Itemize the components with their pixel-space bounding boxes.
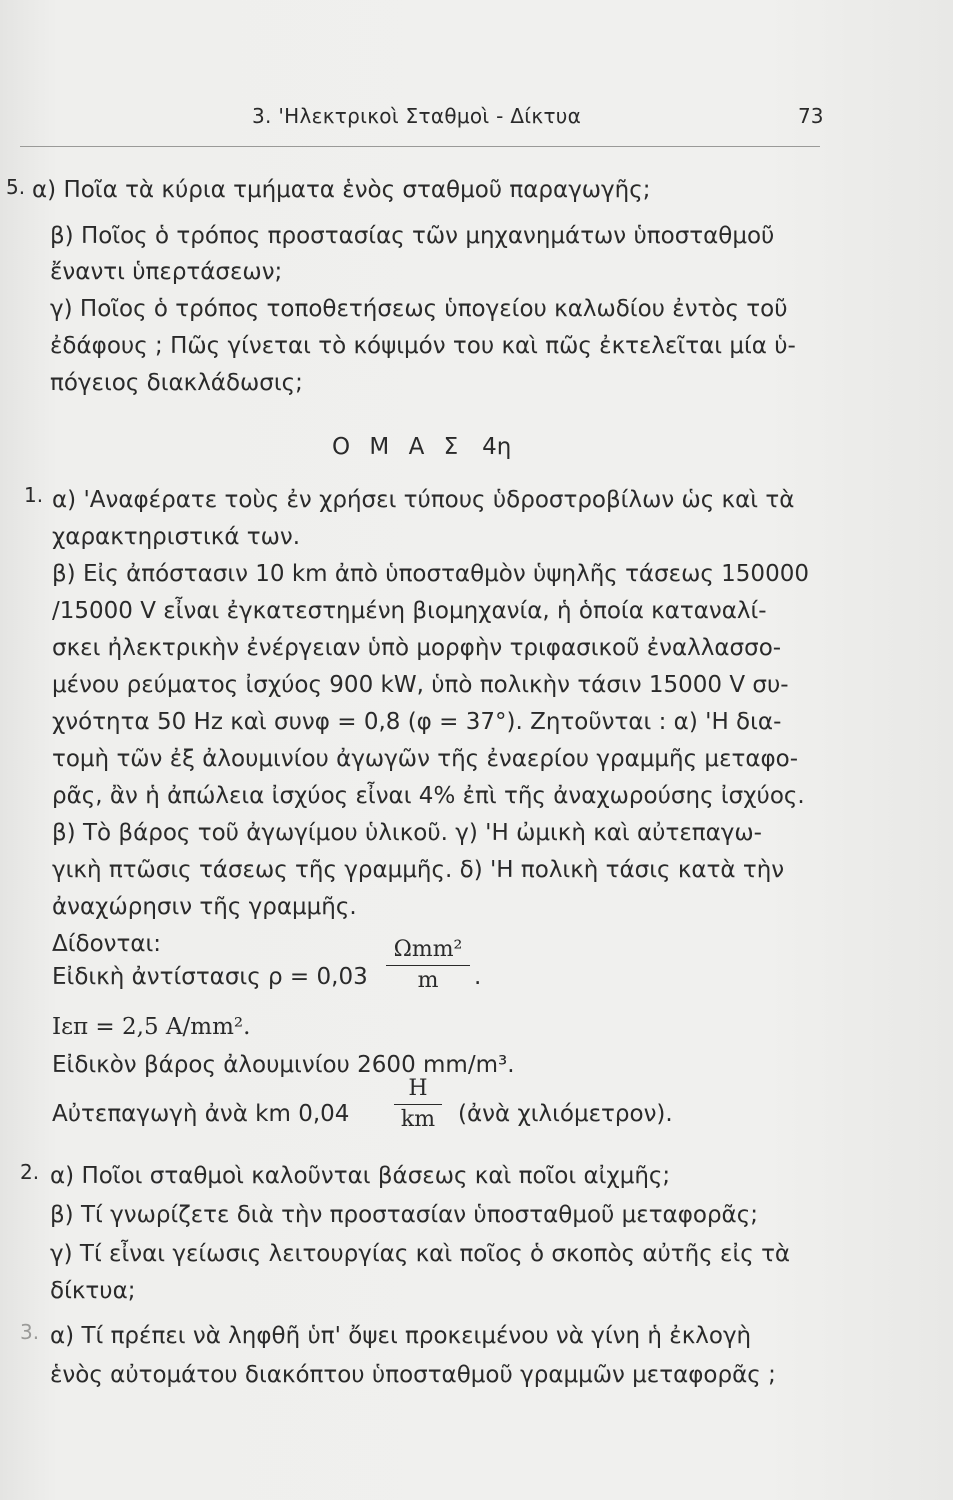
text-line: χαρακτηριστικά των. bbox=[52, 524, 301, 550]
text-line: β) Τὸ βάρος τοῦ ἀγωγίμου ὑλικοῦ. γ) 'Η ὠμικὴ καὶ αὐτεπαγω- bbox=[52, 820, 762, 846]
text-line: β) Τί γνωρίζετε διὰ τὴν προστασίαν ὑποσταθμοῦ μεταφορᾶς; bbox=[50, 1202, 758, 1228]
section-heading bbox=[332, 434, 511, 460]
text-line: α) Ποῖα τὰ κύρια τμήματα ἑνὸς σταθμοῦ παραγωγῆς; bbox=[32, 177, 651, 203]
section-suffix: 4η bbox=[482, 434, 512, 460]
fraction-numerator: Ωmm² bbox=[393, 937, 463, 962]
text-line: γικὴ πτῶσις τάσεως τῆς γραμμῆς. δ) 'Η πολικὴ τάσις κατὰ τὴν bbox=[52, 857, 785, 883]
text-line: /15000 V εἶναι ἐγκατεστημένη βιομηχανία, ἡ ὁποία καταναλί- bbox=[52, 598, 767, 624]
text-line: β) Ποῖος ὁ τρόπος προστασίας τῶν μηχανημάτων ὑποσταθμοῦ bbox=[50, 223, 775, 249]
specific-weight: Εἰδικὸν βάρος ἀλουμινίου 2600 mm/m³. bbox=[52, 1052, 515, 1078]
question-number: 3. bbox=[20, 1320, 40, 1344]
inductance-fraction bbox=[394, 1076, 442, 1132]
resistivity-label: Εἰδικὴ ἀντίστασις ρ = 0,03 bbox=[52, 964, 368, 990]
current-density: Iεπ = 2,5 A/mm². bbox=[52, 1014, 251, 1040]
text-line: α) Ποῖοι σταθμοὶ καλοῦνται βάσεως καὶ ποῖοι αἰχμῆς; bbox=[50, 1163, 671, 1189]
page-header bbox=[0, 104, 953, 144]
text-line: ρᾶς, ἂν ἡ ἀπώλεια ἰσχύος εἶναι 4% ἐπὶ τῆς ἀναχωρούσης ἰσχύος. bbox=[52, 783, 805, 809]
section-title: Ο Μ Α Σ bbox=[332, 434, 465, 460]
resistivity-end: . bbox=[474, 964, 482, 990]
text-line: β) Εἰς ἀπόστασιν 10 km ἀπὸ ὑποσταθμὸν ὑψηλῆς τάσεως 150000 bbox=[52, 561, 809, 587]
text-line: τομὴ τῶν ἐξ ἀλουμινίου ἀγωγῶν τῆς ἐναερίου γραμμῆς μεταφο- bbox=[52, 746, 799, 772]
text-line: γ) Ποῖος ὁ τρόπος τοποθετήσεως ὑπογείου καλωδίου ἐντὸς τοῦ bbox=[50, 296, 788, 322]
text-line: α) 'Αναφέρατε τοὺς ἐν χρήσει τύπους ὑδροστροβίλων ὡς καὶ τὰ bbox=[52, 487, 795, 513]
fraction-denominator: m bbox=[417, 968, 439, 993]
text-line: πόγειος διακλάδωσις; bbox=[50, 370, 303, 396]
question-number: 5. bbox=[6, 175, 26, 199]
text-line: χνότητα 50 Hz καὶ συνφ = 0,8 (φ = 37°). Ζητοῦνται : α) 'Η δια- bbox=[52, 709, 782, 735]
text-line: γ) Τί εἶναι γείωσις λειτουργίας καὶ ποῖος ὁ σκοπὸς αὐτῆς εἰς τὰ bbox=[50, 1241, 791, 1267]
inductance-note: (ἀνὰ χιλιόμετρον). bbox=[458, 1101, 673, 1127]
text-line: ἔναντι ὑπερτάσεων; bbox=[50, 259, 283, 285]
fraction-bar bbox=[394, 1104, 442, 1105]
text-line: μένου ρεύματος ἰσχύος 900 kW, ὑπὸ πολικὴν τάσιν 15000 V συ- bbox=[52, 672, 789, 698]
page-number: 73 bbox=[798, 104, 824, 128]
inductance-label: Αὐτεπαγωγὴ ἀνὰ km 0,04 bbox=[52, 1101, 350, 1127]
question-number: 1. bbox=[24, 483, 44, 507]
fraction-denominator: km bbox=[400, 1107, 436, 1132]
text-line: σκει ἠλεκτρικὴν ἐνέργειαν ὑπὸ μορφὴν τριφασικοῦ ἐναλλασσο- bbox=[52, 635, 782, 661]
text-line: ἀναχώρησιν τῆς γραμμῆς. bbox=[52, 894, 357, 920]
header-rule bbox=[20, 146, 820, 147]
text-line: Δίδονται: bbox=[52, 931, 162, 957]
text-line: α) Τί πρέπει νὰ ληφθῆ ὑπ' ὄψει προκειμένου νὰ γίνη ἡ ἐκλογὴ bbox=[50, 1323, 752, 1349]
resistivity-fraction bbox=[386, 937, 470, 993]
fraction-numerator: H bbox=[408, 1076, 428, 1101]
text-line: δίκτυα; bbox=[50, 1278, 136, 1304]
running-head: 3. 'Ηλεκτρικοὶ Σταθμοὶ - Δίκτυα bbox=[252, 104, 582, 128]
text-line: ἐδάφους ; Πῶς γίνεται τὸ κόψιμόν του καὶ πῶς ἐκτελεῖται μία ὑ- bbox=[50, 333, 796, 359]
fraction-bar bbox=[386, 965, 470, 966]
question-number: 2. bbox=[20, 1160, 40, 1184]
text-line: ἑνὸς αὐτομάτου διακόπτου ὑποσταθμοῦ γραμμῶν μεταφορᾶς ; bbox=[50, 1362, 776, 1388]
